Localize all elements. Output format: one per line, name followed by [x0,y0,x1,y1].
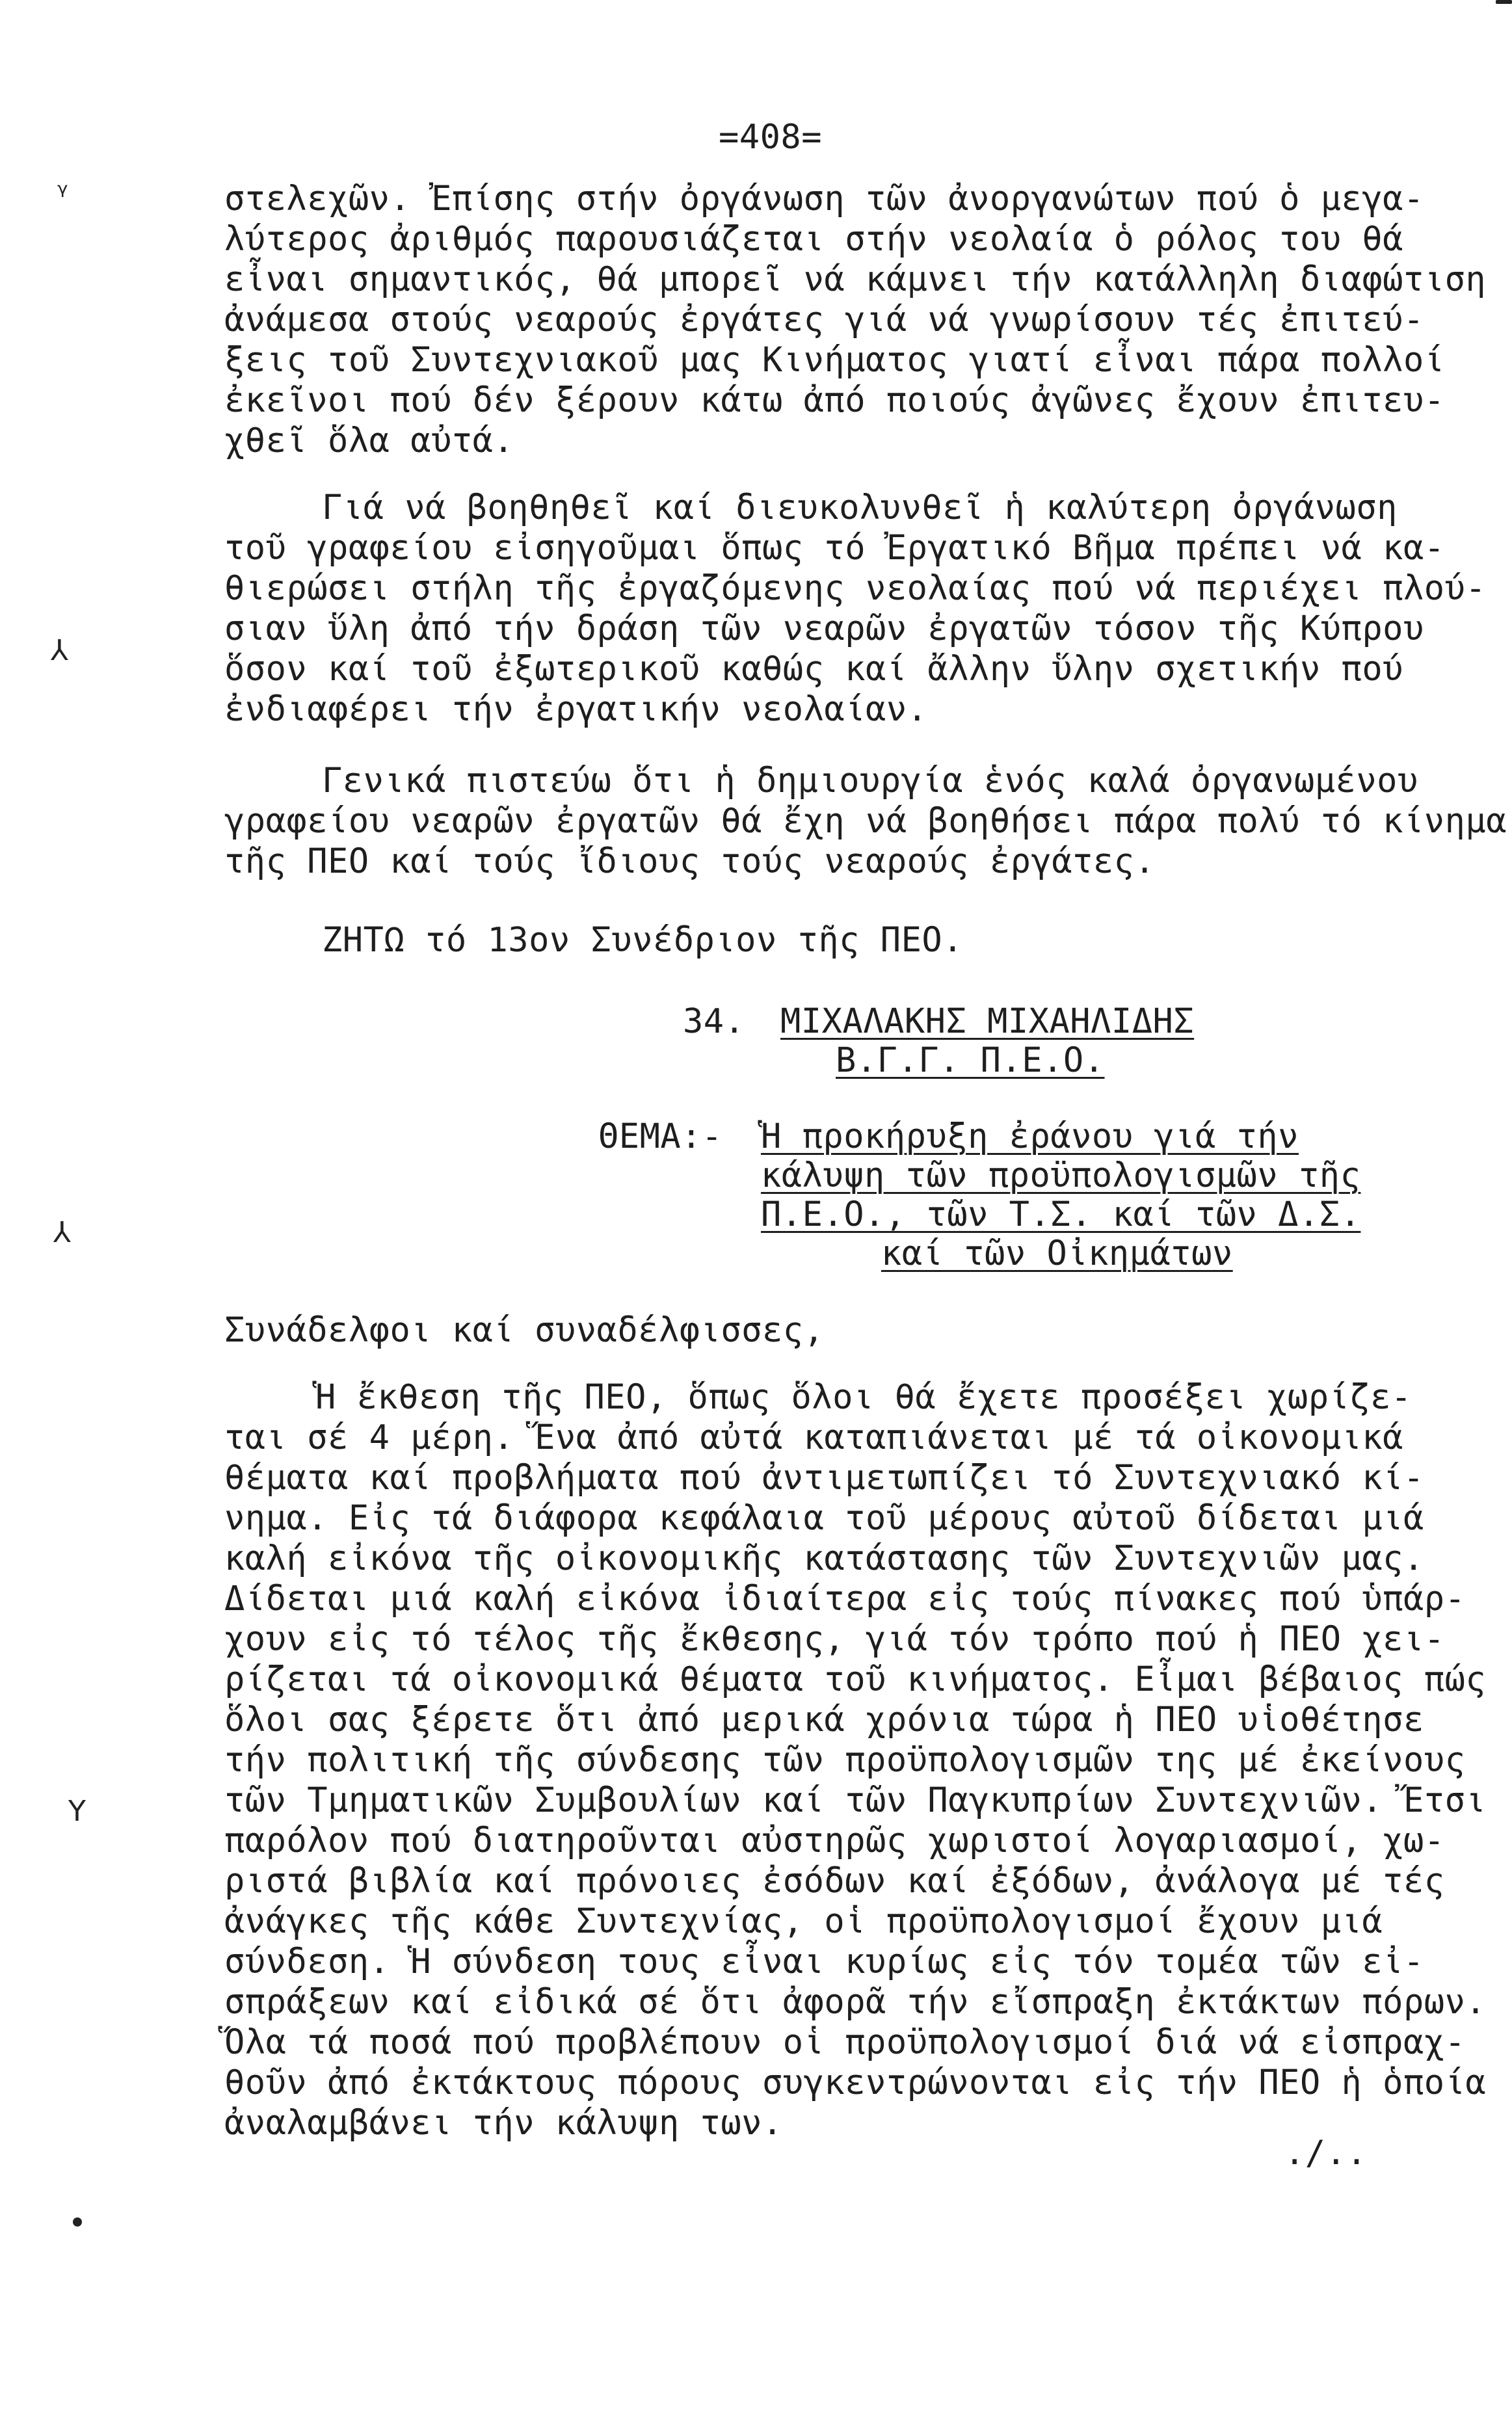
para2-line: τοῦ γραφείου εἰσηγοῦμαι ὅπως τό Ἐργατικό Βῆμα πρέπει νά κα- [224,529,1445,568]
para1-line: χθεῖ ὅλα αὐτά. [224,421,514,460]
theme-line: Ἡ προκήρυξη ἐράνου γιά τήν [761,1117,1299,1156]
body-line: ται σέ 4 μέρη. Ἕνα ἀπό αὐτά καταπιάνεται μέ τά οἰκονομικά [224,1418,1403,1457]
body-line: ἀναλαμβάνει τήν κάλυψη των. [224,2104,783,2143]
para2-line: ὅσον καί τοῦ ἐξωτερικοῦ καθώς καί ἄλλην ὕλην σχετικήν πού [224,650,1403,689]
margin-mark: ⅄ [51,634,68,667]
para1-line: στελεχῶν. Ἐπίσης στήν ὀργάνωση τῶν ἀνοργανώτων πού ὁ μεγα- [224,179,1424,218]
body-line: θέματα καί προβλήματα πού ἀντιμετωπίζει τό Συντεχνιακό κί- [224,1459,1424,1498]
margin-mark: ᵞ [57,177,68,210]
speaker-role: Β.Γ.Γ. Π.Ε.Ο. [836,1041,1105,1080]
body-line: θοῦν ἀπό ἐκτάκτους πόρους συγκεντρώνονται εἰς τήν ΠΕΟ ἡ ὁποία [224,2063,1487,2102]
para2-line: Γιά νά βοηθηθεῖ καί διευκολυνθεῖ ἡ καλύτερη ὀργάνωση [322,488,1398,527]
body-line: Δίδεται μιά καλή εἰκόνα ἰδιαίτερα εἰς τούς πίνακες πού ὑπάρ- [224,1580,1466,1619]
body-line: χουν εἰς τό τέλος τῆς ἔκθεσης, γιά τόν τρόπο πού ἡ ΠΕΟ χει- [224,1620,1445,1659]
para1-line: ἀνάμεσα στούς νεαρούς ἐργάτες γιά νά γνωρίσουν τές ἐπιτεύ- [224,300,1424,339]
page-number: =408= [719,118,823,157]
para3-line: γραφείου νεαρῶν ἐργατῶν θά ἔχη νά βοηθήσει πάρα πολύ τό κίνημα [224,802,1507,841]
body-line: τῶν Τμηματικῶν Συμβουλίων καί τῶν Παγκυπρίων Συντεχνιῶν. Ἔτσι [224,1781,1487,1820]
theme-line: κάλυψη τῶν προϋπολογισμῶν τῆς [761,1156,1361,1195]
theme-line: καί τῶν Οἰκημάτων [881,1234,1233,1273]
margin-mark: ⅄ [53,1216,71,1249]
para1-line: λύτερος ἀριθμός παρουσιάζεται στήν νεολαία ὁ ρόλος του θά [224,220,1403,259]
body-line: νημα. Εἰς τά διάφορα κεφάλαια τοῦ μέρους αὐτοῦ δίδεται μιά [224,1499,1424,1538]
closing-line: ΖΗΤΩ τό 13ον Συνέδριον τῆς ΠΕΟ. [322,921,964,960]
body-line: ὅλοι σας ξέρετε ὅτι ἀπό μερικά χρόνια τώρα ἡ ΠΕΟ υἱοθέτησε [224,1700,1424,1740]
salutation: Συνάδελφοι καί συναδέλφισσες, [224,1311,825,1350]
theme-label: ΘΕΜΑ:- [598,1117,723,1156]
body-line: τήν πολιτική τῆς σύνδεσης τῶν προϋπολογισμῶν της μέ ἐκείνους [224,1741,1466,1780]
body-line: Ἡ ἔκθεση τῆς ΠΕΟ, ὅπως ὅλοι θά ἔχετε προσέξει χωρίζε- [315,1378,1412,1417]
body-line: ἀνάγκες τῆς κάθε Συντεχνίας, οἱ προϋπολογισμοί ἔχουν μιά [224,1902,1383,1941]
margin-speck [73,2217,82,2227]
para2-line: σιαν ὕλη ἀπό τήν δράση τῶν νεαρῶν ἐργατῶν τόσον τῆς Κύπρου [224,609,1424,648]
para1-line: ἐκεῖνοι πού δέν ξέρουν κάτω ἀπό ποιούς ἀγῶνες ἔχουν ἐπιτευ- [224,381,1445,420]
para1-line: ξεις τοῦ Συντεχνιακοῦ μας Κινήματος γιατί εἶναι πάρα πολλοί [224,341,1445,380]
margin-mark: Y [68,1795,86,1828]
para1-line: εἶναι σημαντικός, θά μπορεῖ νά κάμνει τήν κατάλληλη διαφώτιση [224,260,1487,299]
body-line: παρόλον πού διατηροῦνται αὐστηρῶς χωριστοί λογαριασμοί, χω- [224,1821,1445,1860]
body-line: καλή εἰκόνα τῆς οἰκονομικῆς κατάστασης τῶν Συντεχνιῶν μας. [224,1539,1424,1578]
para2-line: θιερώσει στήλη τῆς ἐργαζόμενης νεολαίας πού νά περιέχει πλού- [224,569,1487,608]
para3-line: Γενικά πιστεύω ὅτι ἡ δημιουργία ἑνός καλά ὀργανωμένου [322,761,1418,800]
para2-line: ἐνδιαφέρει τήν ἐργατικήν νεολαίαν. [224,690,928,729]
speaker-name: ΜΙΧΑΛΑΚΗΣ ΜΙΧΑΗΛΙΔΗΣ [780,1002,1195,1041]
body-line: ριστά βιβλία καί πρόνοιες ἐσόδων καί ἐξόδων, ἀνάλογα μέ τές [224,1862,1445,1901]
theme-line: Π.Ε.Ο., τῶν Τ.Σ. καί τῶν Δ.Σ. [761,1195,1361,1234]
body-line: σπράξεων καί εἰδικά σέ ὅτι ἀφορᾶ τήν εἴσπραξη ἐκτάκτων πόρων. [224,1983,1487,2022]
para3-line: τῆς ΠΕΟ καί τούς ἴδιους τούς νεαρούς ἐργάτες. [224,842,1156,881]
body-line: σύνδεση. Ἡ σύνδεση τους εἶναι κυρίως εἰς τόν τομέα τῶν εἰ- [224,1942,1424,1981]
body-line: Ὅλα τά ποσά πού προβλέπουν οἱ προϋπολογισμοί διά νά εἰσπραχ- [224,2023,1466,2062]
continuation-mark: ./.. [1284,2134,1368,2173]
body-line: ρίζεται τά οἰκονομικά θέματα τοῦ κινήματος. Εἶμαι βέβαιος πώς [224,1660,1487,1699]
margin-speck [1496,0,1512,4]
speaker-number: 34. [683,1002,745,1041]
